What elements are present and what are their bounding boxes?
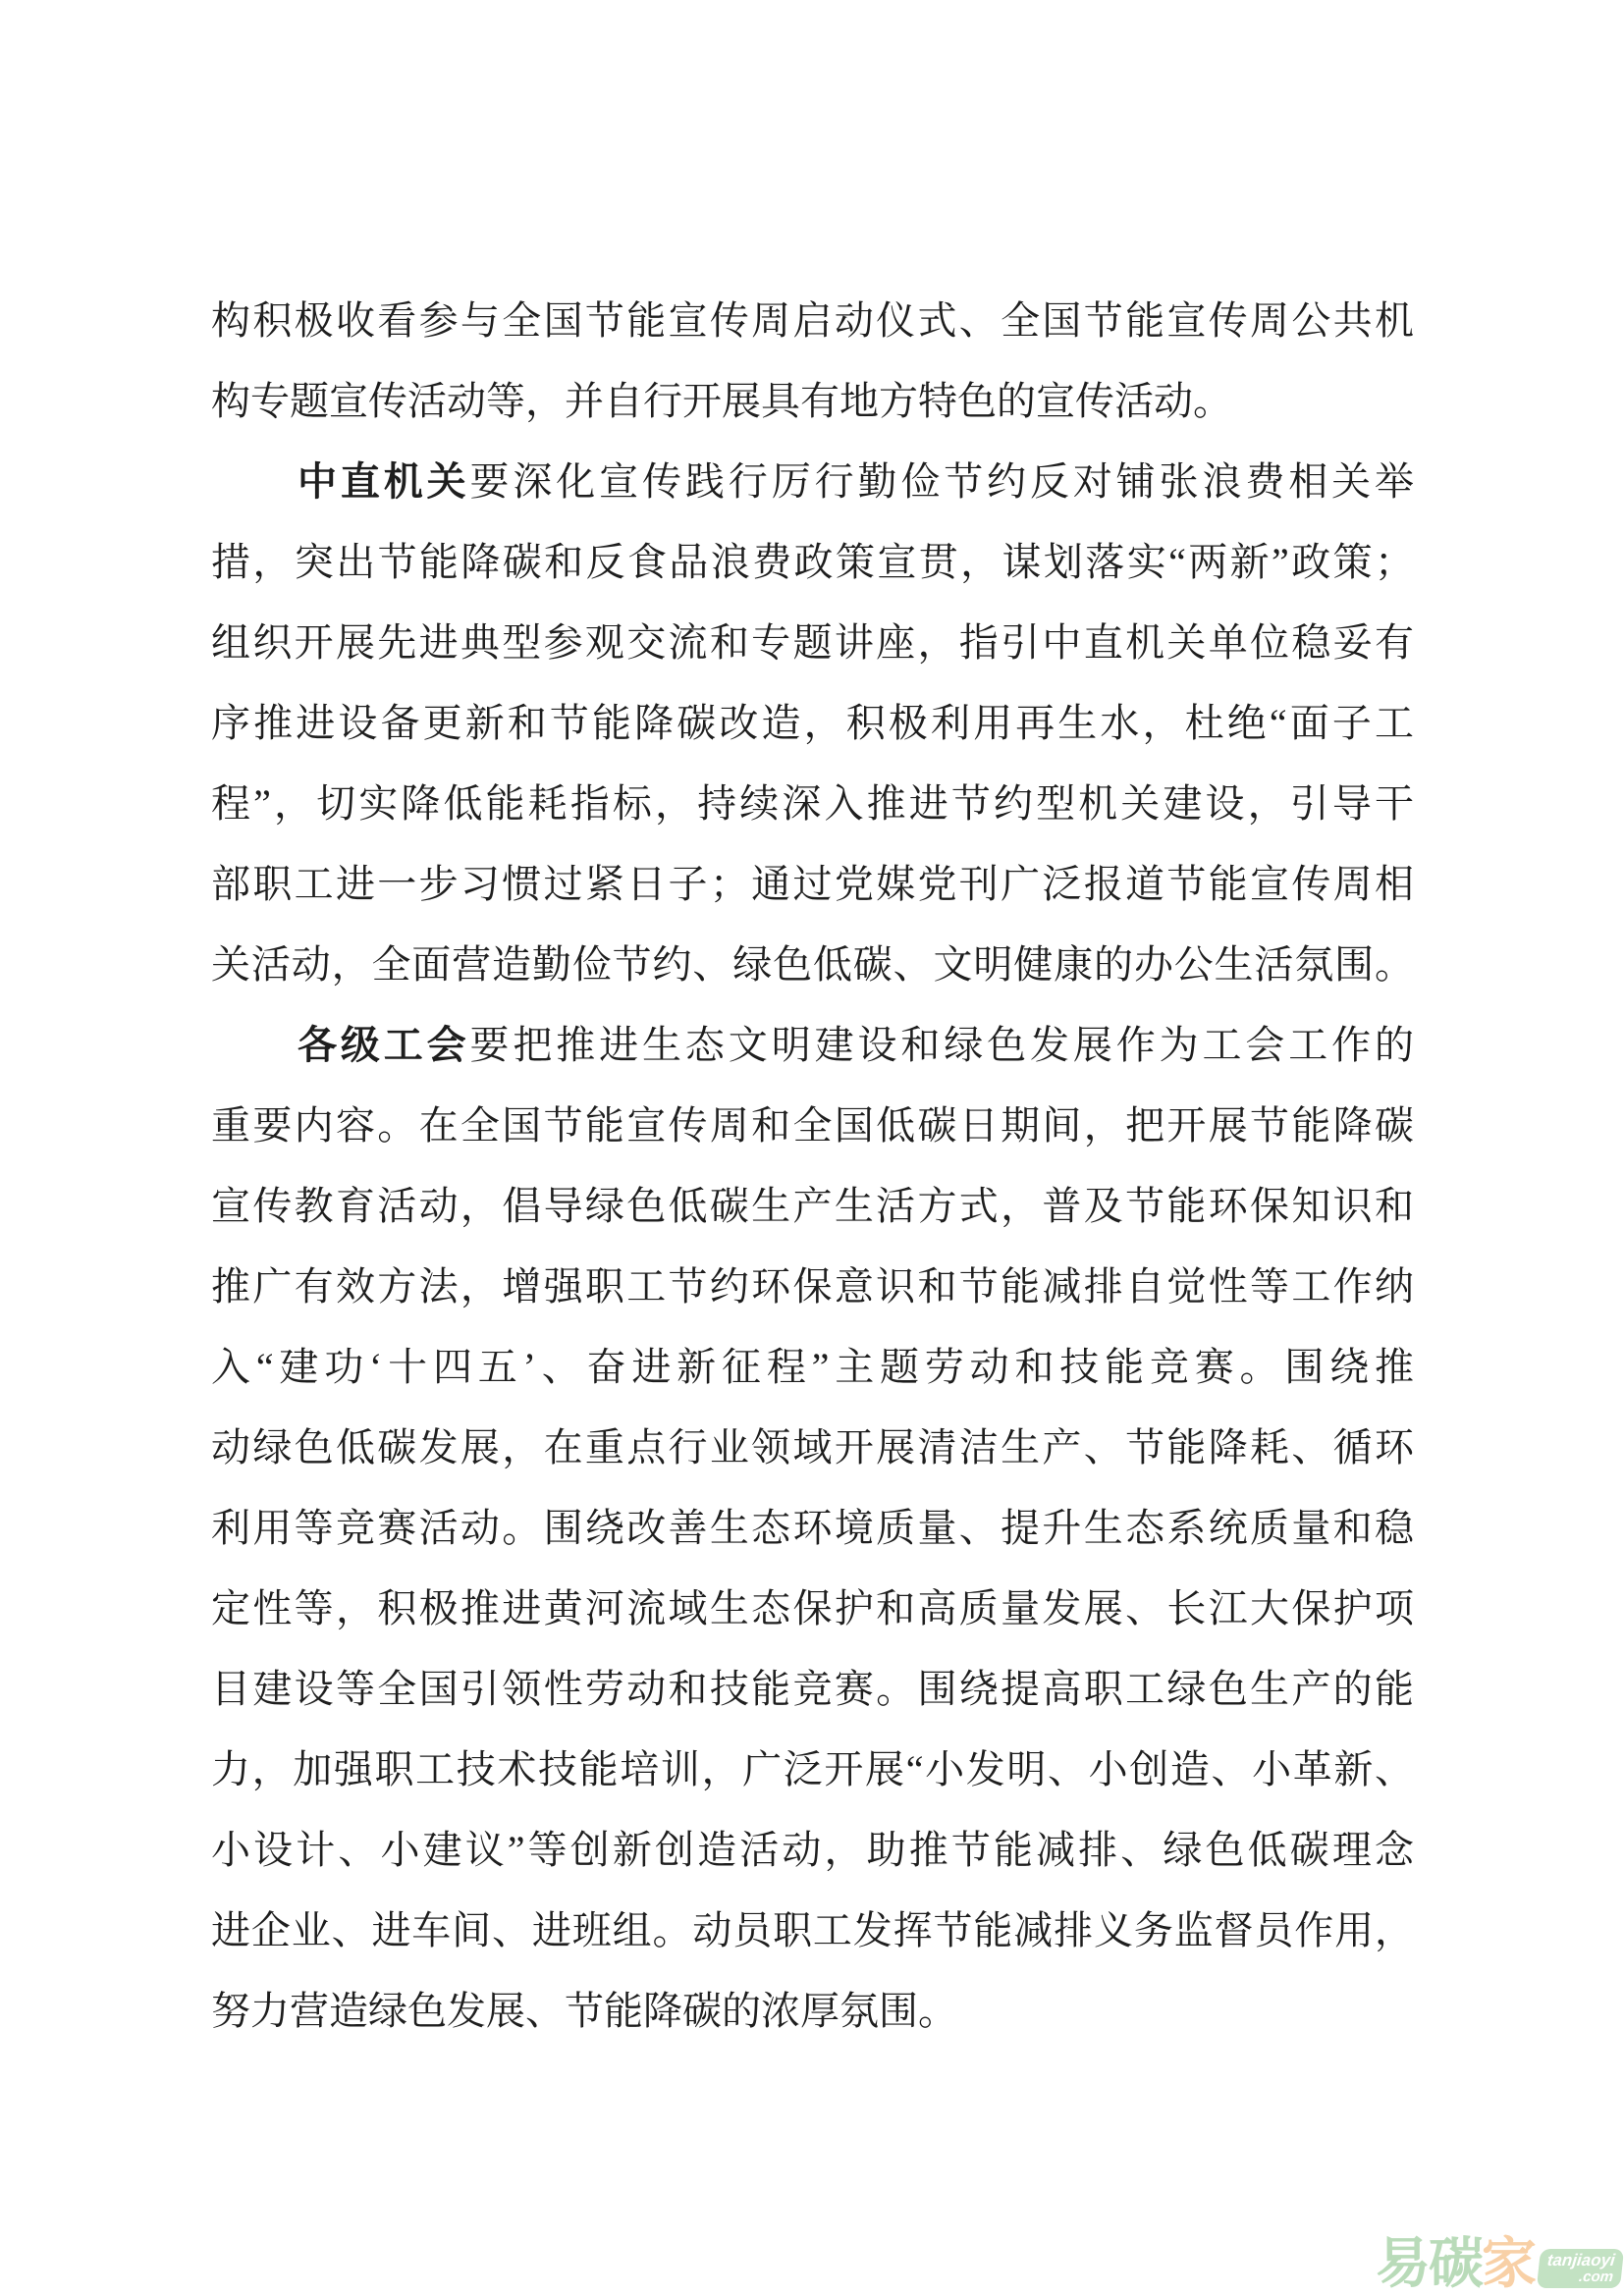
text-line: 构积极收看参与全国节能宣传周启动仪式、全国节能宣传周公共机 (211, 298, 1414, 343)
text-line: 力，加强职工技术技能培训，广泛开展“小发明、小创造、小革新、 (211, 1747, 1414, 1791)
text-line: 重要内容。在全国节能宣传周和全国低碳日期间，把开展节能降碳 (211, 1103, 1414, 1148)
watermark (1376, 2234, 1622, 2295)
watermark-char-yi: 易 (1376, 2234, 1430, 2295)
text-line: 部职工进一步习惯过紧日子；通过党媒党刊广泛报道节能宣传周相 (211, 862, 1414, 906)
text-line: 努力营造绿色发展、节能降碳的浓厚氛围。 (211, 1989, 957, 2033)
text-line: 宣传教育活动，倡导绿色低碳生产生活方式，普及节能环保知识和 (211, 1184, 1414, 1228)
text-line: 中直机关要深化宣传践行厉行勤俭节约反对铺张浪费相关举 (298, 459, 1415, 504)
text-line: 利用等竞赛活动。围绕改善生态环境质量、提升生态系统质量和稳 (211, 1506, 1414, 1550)
watermark-char-tan: 碳 (1429, 2234, 1483, 2295)
text-line: 各级工会要把推进生态文明建设和绿色发展作为工会工作的 (298, 1023, 1415, 1067)
text-line: 组织开展先进典型参观交流和专题讲座，指引中直机关单位稳妥有 (211, 620, 1414, 665)
bold-lead-text: 各级工会 (298, 1023, 470, 1067)
text-line: 小设计、小建议”等创新创造活动，助推节能减排、绿色低碳理念 (211, 1828, 1414, 1872)
text-line: 目建设等全国引领性劳动和技能竞赛。围绕提高职工绿色生产的能 (211, 1667, 1414, 1711)
text-line: 进企业、进车间、进班组。动员职工发挥节能减排义务监督员作用， (211, 1908, 1414, 1952)
watermark-tld-text: .com (1578, 2269, 1614, 2285)
text-line: 程”，切实降低能耗指标，持续深入推进节约型机关建设，引导干 (211, 781, 1414, 826)
text-line: 定性等，积极推进黄河流域生态保护和高质量发展、长江大保护项 (211, 1586, 1414, 1630)
text-line: 推广有效方法，增强职工节约环保意识和节能减排自觉性等工作纳 (211, 1264, 1414, 1308)
document-text-block (211, 281, 1414, 2052)
text-line: 关活动，全面营造勤俭节约、绿色低碳、文明健康的办公生活氛围。 (211, 942, 1414, 987)
watermark-domain-text: tanjiaoyi (1545, 2251, 1616, 2269)
text-line: 序推进设备更新和节能降碳改造，积极利用再生水，杜绝“面子工 (211, 701, 1414, 745)
text-line: 措，突出节能降碳和反食品浪费政策宣贯，谋划落实“两新”政策； (211, 540, 1414, 584)
bold-lead-text: 中直机关 (298, 459, 470, 504)
watermark-char-jia: 家 (1482, 2234, 1536, 2295)
text-line: 入“建功‘十四五’、奋进新征程”主题劳动和技能竞赛。围绕推 (211, 1345, 1414, 1389)
text-line: 构专题宣传活动等，并自行开展具有地方特色的宣传活动。 (211, 379, 1232, 423)
watermark-badge (1537, 2249, 1624, 2288)
text-line: 动绿色低碳发展，在重点行业领域开展清洁生产、节能降耗、循环 (211, 1425, 1414, 1469)
